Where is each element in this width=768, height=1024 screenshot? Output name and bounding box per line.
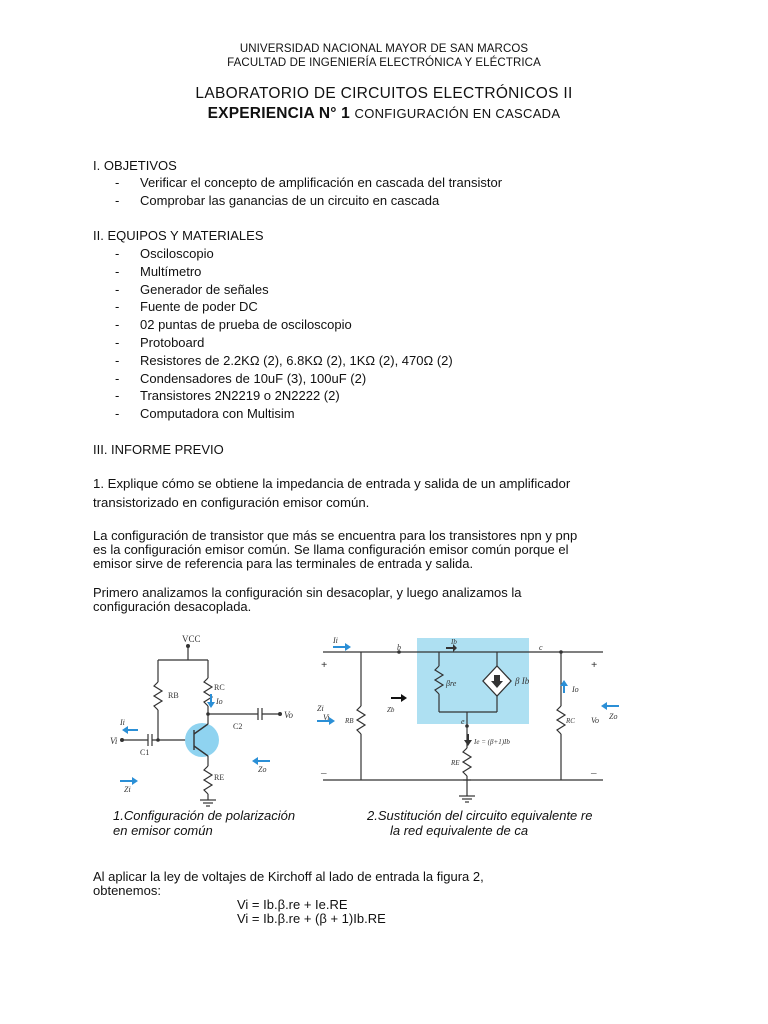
report-heading: III. INFORME PREVIO — [93, 442, 224, 457]
equivalent-model-box — [417, 638, 529, 724]
label-rb: RB — [345, 717, 354, 725]
equipment-heading: II. EQUIPOS Y MATERIALES — [93, 228, 264, 243]
label-vi: Vi — [323, 713, 330, 722]
objectives-heading: I. OBJETIVOS — [93, 158, 177, 173]
label-ii: Ii — [120, 718, 125, 727]
figure-re-equivalent — [313, 630, 633, 808]
label-c2: C2 — [233, 722, 243, 731]
label-beta-re: βre — [446, 679, 457, 688]
list-item: - Multímetro — [112, 263, 672, 281]
question-1: 1. Explique cómo se obtiene la impedancia de entrada y salida de un amplificador transistorizado en configuración emisor común. — [93, 476, 571, 510]
label-ib: Ib — [451, 638, 457, 646]
experience-number: EXPERIENCIA N° 1 — [207, 105, 350, 122]
label-vi: Vi — [110, 736, 118, 746]
node-c: c — [539, 643, 543, 652]
label-zb: Zb — [387, 706, 395, 714]
list-item: - Comprobar las ganancias de un circuito en cascada — [112, 192, 672, 210]
node-e: e — [461, 717, 465, 726]
minus-input: – — [321, 767, 327, 779]
label-rc: RC — [214, 683, 225, 692]
minus-output: – — [591, 767, 597, 779]
list-item: - Osciloscopio — [112, 245, 672, 263]
label-re: RE — [214, 773, 225, 782]
label-zi: Zi — [124, 785, 131, 794]
list-item: - 02 puntas de prueba de osciloscopio — [112, 316, 672, 334]
label-ii: Ii — [333, 636, 338, 645]
label-io: Io — [572, 685, 579, 694]
label-vcc: VCC — [182, 634, 201, 644]
plus-output: + — [591, 659, 598, 671]
label-zi: Zi — [317, 704, 324, 713]
list-item: - Condensadores de 10uF (3), 100uF (2) — [112, 370, 672, 388]
label-vo: Vo — [591, 716, 599, 725]
label-io: Io — [216, 697, 223, 706]
lab-title: LABORATORIO DE CIRCUITOS ELECTRÓNICOS II — [195, 85, 573, 102]
equation-2: Vi = Ib.β.re + (β + 1)Ib.RE — [237, 911, 386, 926]
label-rb: RB — [168, 691, 179, 700]
caption-figure-2-line-1: 2.Sustitución del circuito equivalente re — [367, 808, 593, 823]
list-item: - Generador de señales — [112, 281, 672, 299]
label-c1: C1 — [140, 748, 150, 757]
kirchoff-intro-line-2: obtenemos: — [93, 883, 161, 898]
label-zo: Zo — [258, 765, 267, 774]
experience-subtitle: CONFIGURACIÓN EN CASCADA — [354, 106, 561, 121]
experience-title — [0, 104, 768, 123]
figure-ce-circuit — [110, 630, 310, 808]
label-vo: Vo — [284, 710, 293, 720]
kirchoff-intro-line-1: Al aplicar la ley de voltajes de Kirchoff al lado de entrada la figura 2, — [93, 869, 484, 884]
label-rc: RC — [566, 717, 575, 725]
list-item: - Protoboard — [112, 334, 672, 352]
plus-input: + — [321, 659, 328, 671]
caption-figure-1-line-1: 1.Configuración de polarización — [113, 808, 296, 823]
label-zo: Zo — [609, 712, 618, 721]
caption-figure-1-line-2: en emisor común — [113, 823, 213, 838]
list-item: - Computadora con Multisim — [112, 405, 672, 423]
faculty-name: FACULTAD DE INGENIERÍA ELECTRÓNICA Y ELÉCTRICA — [227, 57, 541, 69]
list-item: - Transistores 2N2219 o 2N2222 (2) — [112, 387, 672, 405]
caption-figure-2-line-2: la red equivalente de ca — [390, 823, 529, 838]
node-b: b — [397, 643, 401, 652]
paragraph-analysis: Primero analizamos la configuración sin desacoplar, y luego analizamos la configuración desacoplada. — [93, 585, 522, 615]
equipment-list — [112, 245, 672, 423]
objectives-list — [112, 174, 672, 210]
list-item: - Verificar el concepto de amplificación en cascada del transistor — [112, 174, 672, 192]
equation-1: Vi = Ib.β.re + Ie.RE — [237, 897, 348, 912]
paragraph-intro: La configuración de transistor que más se encuentra para los transistores npn y pnp es la configuración emisor común. Se llama configuración emisor común porque el emisor sirve de referencia para las terminales de entrada y salida. — [93, 528, 578, 572]
label-re: RE — [451, 759, 460, 767]
university-name: UNIVERSIDAD NACIONAL MAYOR DE SAN MARCOS — [239, 43, 529, 55]
list-item: - Fuente de poder DC — [112, 298, 672, 316]
label-beta-ib: β Ib — [515, 676, 530, 686]
list-item: - Resistores de 2.2KΩ (2), 6.8KΩ (2), 1KΩ (2), 470Ω (2) — [112, 352, 672, 370]
label-ie: Ie = (β+1)Ib — [474, 738, 510, 746]
